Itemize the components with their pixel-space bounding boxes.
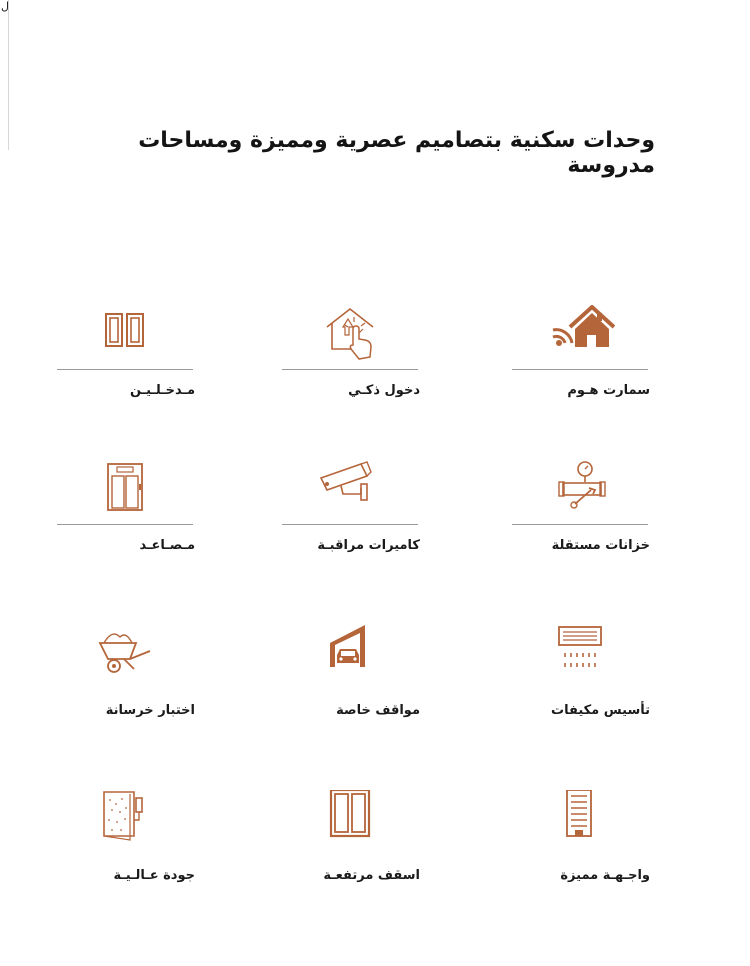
wheelbarrow-icon	[90, 625, 160, 685]
feature-label: مـدخـلـيـن	[129, 383, 195, 398]
feature-smart-entry	[280, 305, 420, 415]
feature-two-entrances	[55, 305, 195, 415]
wallpaper-roll-icon	[90, 790, 160, 850]
feature-divider	[57, 369, 193, 370]
private-parking-icon	[315, 625, 385, 685]
feature-divider	[512, 369, 648, 370]
feature-distinctive-facade	[510, 790, 650, 900]
feature-high-ceilings	[280, 790, 420, 900]
feature-divider	[282, 369, 418, 370]
corner-mark: ل	[1, 0, 9, 13]
page-title: وحدات سكنية بتصاميم عصرية ومميزة ومساحات مدروسة	[138, 128, 655, 178]
security-camera-icon	[315, 460, 385, 520]
feature-private-parking	[280, 625, 420, 735]
feature-label: جودة عـالـيـة	[113, 868, 195, 883]
feature-label: اسقف مرتفعـة	[323, 868, 420, 883]
smart-home-icon	[545, 305, 615, 365]
feature-label: سمارت هـوم	[567, 383, 650, 398]
feature-ac-foundation	[510, 625, 650, 735]
feature-independent-tanks	[510, 460, 650, 570]
feature-label: اختبار خرسانة	[105, 703, 195, 718]
feature-label: مـصـاعـد	[139, 538, 195, 553]
ac-unit-icon	[545, 625, 615, 685]
feature-label: مواقف خاصة	[336, 703, 420, 718]
feature-label: واجـهـة مميزة	[560, 868, 650, 883]
high-ceiling-window-icon	[315, 790, 385, 850]
feature-concrete-testing	[55, 625, 195, 735]
feature-label: خزانات مستقلة	[551, 538, 650, 553]
elevator-icon	[90, 460, 160, 520]
feature-label: دخول ذكـي	[348, 383, 420, 398]
water-tank-valve-icon	[545, 460, 615, 520]
feature-smart-home	[510, 305, 650, 415]
feature-high-quality	[55, 790, 195, 900]
feature-label: تأسيس مكيفات	[551, 703, 650, 718]
feature-divider	[57, 524, 193, 525]
building-facade-icon	[545, 790, 615, 850]
feature-label: كاميرات مراقبـة	[317, 538, 420, 553]
feature-elevators	[55, 460, 195, 570]
feature-security-cameras	[280, 460, 420, 570]
smart-entry-icon	[315, 305, 385, 365]
double-door-icon	[90, 305, 160, 365]
feature-divider	[512, 524, 648, 525]
feature-divider	[282, 524, 418, 525]
